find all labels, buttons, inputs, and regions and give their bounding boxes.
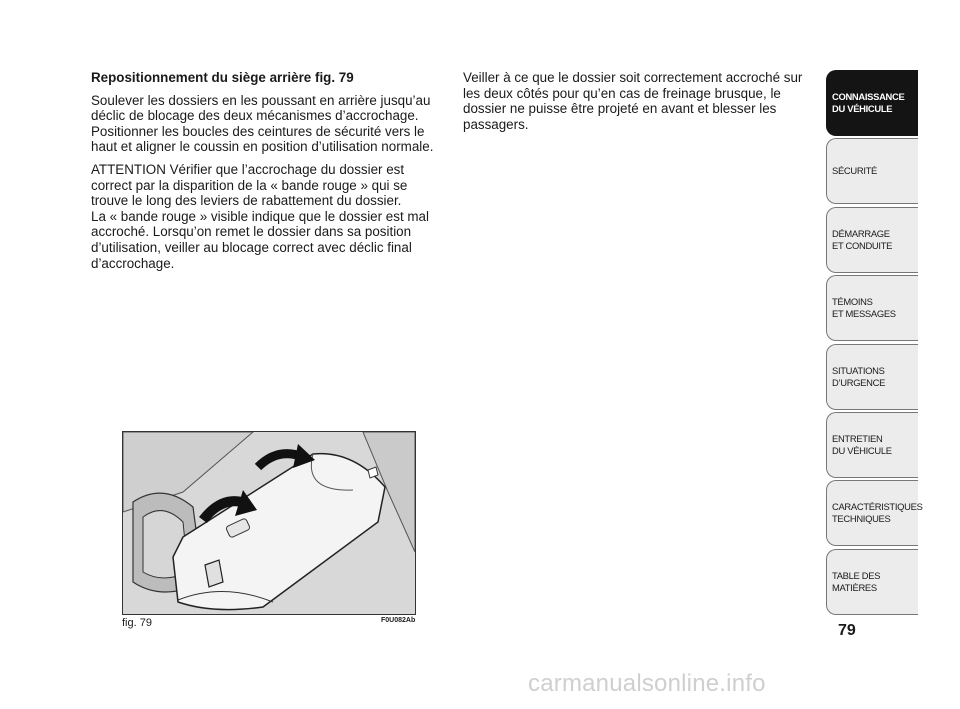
paragraph: Veiller à ce que le dossier soit correctement accroché sur les deux côtés pour qu’en cas de freinage brusque, le dossier ne puisse être projeté en avant et blesser les passagers.: [463, 70, 803, 132]
tab-label: TABLE DES MATIÈRES: [832, 570, 881, 593]
tab-label: SITUATIONS D’URGENCE: [832, 365, 886, 388]
seat-illustration: [122, 431, 416, 615]
tab-label: CARACTÉRISTIQUES TECHNIQUES: [832, 501, 923, 524]
tab-label: ENTRETIEN DU VÉHICULE: [832, 433, 892, 456]
section-heading: Repositionnement du siège arrière fig. 79: [91, 70, 354, 85]
tab-table-des-matieres[interactable]: [826, 549, 918, 615]
tab-caracteristiques-techniques[interactable]: [826, 480, 923, 546]
tab-label: TÉMOINS ET MESSAGES: [832, 296, 896, 319]
tab-label: DÉMARRAGE ET CONDUITE: [832, 228, 893, 251]
paragraph: Soulever les dossiers en les poussant en arrière jusqu’au déclic de blocage des deux mécanismes d’accrochage. Positionner les boucles des ceintures de sécurité vers le haut et aligner le coussin en position d’utilisation normale.: [91, 92, 434, 155]
tab-label: SÉCURITÉ: [832, 165, 878, 176]
tab-label: CONNAISSANCE DU VÉHICULE: [832, 91, 905, 114]
tab-demarrage-et-conduite[interactable]: [826, 207, 918, 273]
paragraph: La « bande rouge » visible indique que le dossier est mal accroché. Lorsqu’on remet le dossier dans sa position d’utilisation, veiller au blocage correct avec déclic final d’accrochage.: [91, 208, 429, 271]
left-column: [91, 70, 441, 278]
watermark: carmanualsonline.info: [528, 670, 766, 697]
figure-caption: fig. 79: [122, 617, 152, 629]
tab-securite[interactable]: [826, 138, 918, 204]
page-number: 79: [838, 622, 856, 639]
tab-connaissance-du-vehicule[interactable]: [826, 70, 918, 136]
tab-temoins-et-messages[interactable]: [826, 275, 918, 341]
right-column: [463, 70, 808, 139]
seat-drawing: [123, 432, 415, 614]
tab-entretien-du-vehicule[interactable]: [826, 412, 918, 478]
figure-code: F0U082Ab: [381, 617, 416, 624]
tab-situations-d-urgence[interactable]: [826, 344, 918, 410]
warning-paragraph: ATTENTION Vérifier que l’accrochage du dossier est correct par la disparition de la « bande rouge » qui se trouve le long des leviers de rabattement du dossier.: [91, 161, 408, 209]
